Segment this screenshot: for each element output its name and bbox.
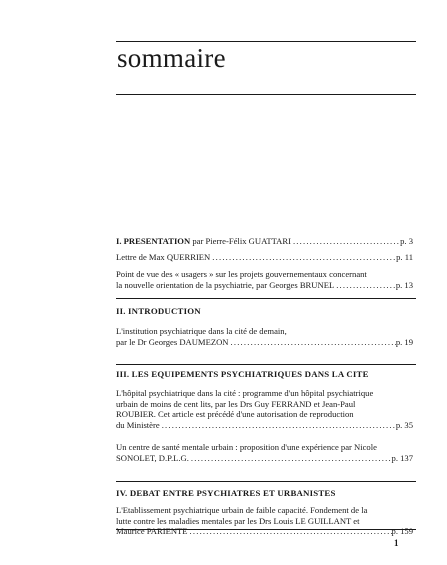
toc-text-point-line1: Point de vue des « usagers » sur les projets gouvernementaux concernant xyxy=(116,269,367,279)
leader-dots xyxy=(160,420,396,431)
section-heading-equipements: III. LES EQUIPEMENTS PSYCHIATRIQUES DANS LA CITE xyxy=(116,369,369,379)
toc-text-etab-line3: Maurice PARIENTE xyxy=(116,526,188,537)
section-heading-debat: IV. DEBAT ENTRE PSYCHIATRES ET URBANISTES xyxy=(116,488,336,498)
toc-page-lettre: p. 11 xyxy=(396,252,413,262)
toc-page-institution: p. 19 xyxy=(395,336,413,347)
leader-dots xyxy=(334,280,396,291)
page-title: sommaire xyxy=(117,43,226,73)
toc-entry-lettre xyxy=(116,252,413,263)
toc-entry-hopital xyxy=(116,388,413,430)
toc-text-hopital-line4: du Ministère xyxy=(116,419,160,430)
toc-text-lettre: Lettre de Max QUERRIEN xyxy=(116,252,211,262)
leader-dots xyxy=(291,236,400,247)
page-number: 1 xyxy=(394,538,399,548)
rule-section-2 xyxy=(116,298,416,299)
toc-text-hopital-line3: ROUBIER. Cet article est précédé d'une autorisation de reproduction xyxy=(116,409,354,420)
toc-author-presentation: par Pierre-Félix GUATTARI xyxy=(190,236,291,246)
leader-dots xyxy=(189,453,392,464)
rule-section-4 xyxy=(116,481,416,482)
toc-page-presentation: p. 3 xyxy=(400,236,413,246)
toc-text-etab-line1: L'Etablissement psychiatrique urbain de faible capacité. Fondement de la xyxy=(116,505,368,515)
rule-below-title xyxy=(116,94,416,95)
toc-entry-institution xyxy=(116,326,413,347)
toc-text-hopital-line1: L'hôpital psychiatrique dans la cité : programme d'un hôpital psychiatrique xyxy=(116,388,374,398)
toc-heading-presentation: I. PRESENTATION xyxy=(116,236,191,246)
toc-text-hopital-line2: urbain de moins de cent lits, par les Drs Guy FERRAND et Jean-Paul xyxy=(116,398,356,409)
toc-page-hopital: p. 35 xyxy=(395,419,413,430)
toc-text-institution-line1: L'institution psychiatrique dans la cité de demain, xyxy=(116,326,287,336)
toc-text-point-line2: la nouvelle orientation de la psychiatrie, par Georges BRUNEL xyxy=(116,279,335,290)
toc-text-etab-line2: lutte contre les maladies mentales par les Drs Louis LE GUILLANT et xyxy=(116,515,360,526)
toc-text-centre-line1: Un centre de santé mentale urbain : proposition d'une expérience par Nicole xyxy=(116,442,377,452)
toc-entry-centre-sante xyxy=(116,442,413,463)
toc-entry-point-de-vue xyxy=(116,269,413,290)
rule-bottom xyxy=(116,529,416,530)
section-heading-introduction: II. INTRODUCTION xyxy=(116,306,201,316)
rule-section-3 xyxy=(116,364,416,365)
toc-entry-etablissement xyxy=(116,505,413,537)
toc-page-etab: p. 159 xyxy=(391,526,413,537)
toc-text-centre-line2: SONOLET, D.P.L.G. xyxy=(116,452,189,463)
toc-page-point: p. 13 xyxy=(395,279,413,290)
toc-entry-presentation xyxy=(116,236,413,247)
rule-top xyxy=(116,41,416,42)
toc-page-centre: p. 137 xyxy=(391,452,413,463)
leader-dots xyxy=(210,252,396,263)
leader-dots xyxy=(229,337,396,348)
toc-text-institution-line2: par le Dr Georges DAUMEZON xyxy=(116,336,229,347)
leader-dots xyxy=(188,526,392,537)
